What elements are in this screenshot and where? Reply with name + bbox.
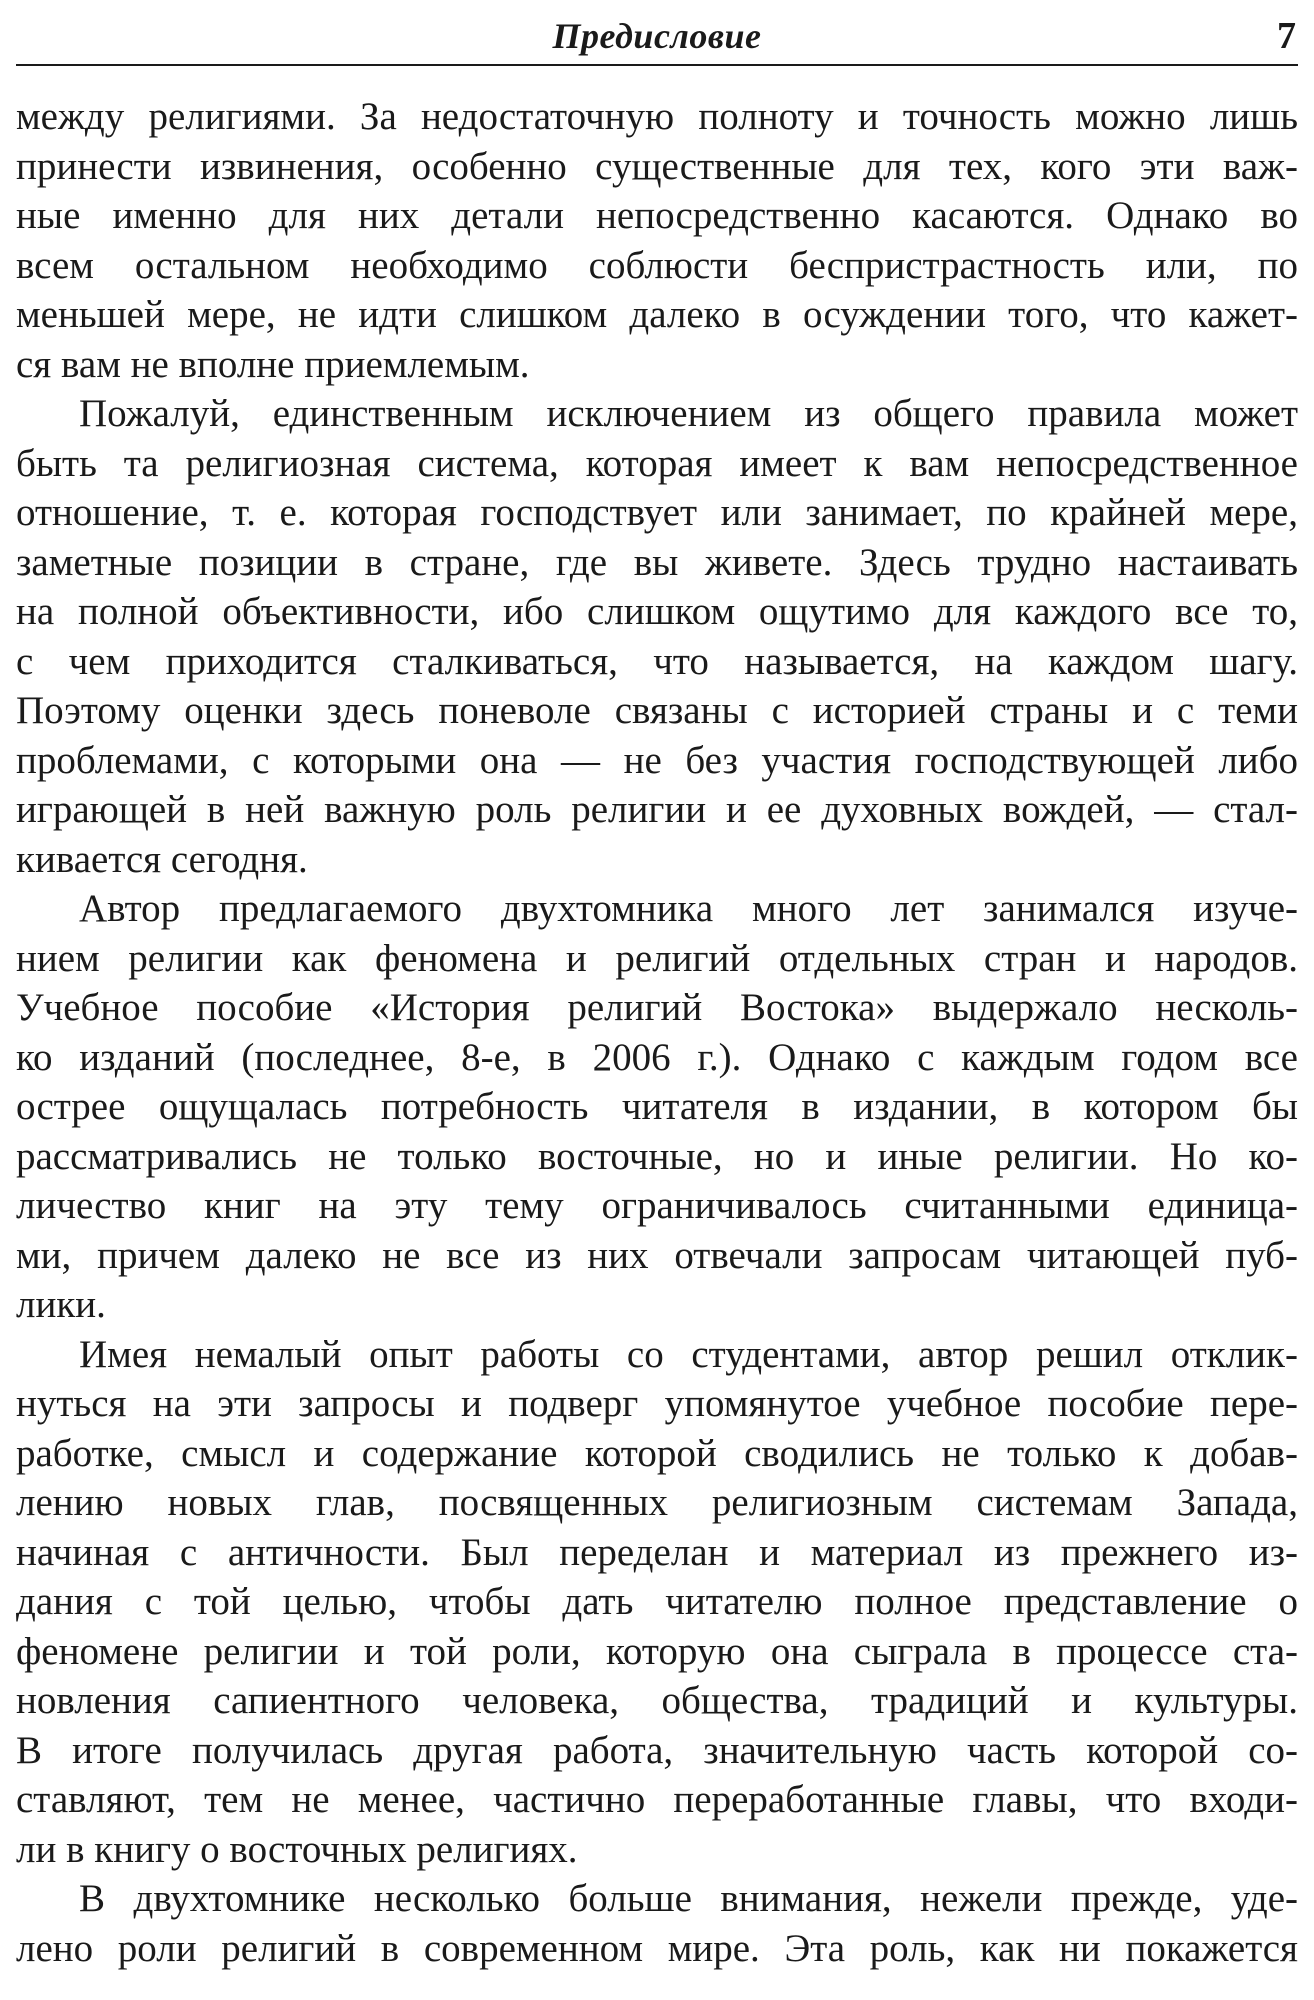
text-line: ли в книгу о восточных религиях.: [16, 1827, 578, 1871]
text-line: ся вам не вполне приемлемым.: [16, 342, 530, 386]
text-line: всем остальном необходимо соблюсти беспристрастность или, по: [16, 243, 1298, 287]
text-line: лению новых глав, посвященных религиозным системам Запада,: [16, 1481, 1298, 1524]
paragraph: [16, 1874, 1298, 1973]
text-line: ми, причем далеко не все из них отвечали запросам читающей пуб-: [16, 1233, 1298, 1277]
paragraph: [16, 92, 1298, 389]
text-line: феномене религии и той роли, которую она сыграла в процессе ста-: [16, 1629, 1298, 1673]
text-line: нием религии как феномена и религий отдельных стран и народов.: [16, 936, 1298, 980]
book-page: [16, 0, 1298, 2000]
text-line: с чем приходится сталкиваться, что называется, на каждом шагу.: [16, 639, 1298, 683]
text-line: Имея немалый опыт работы со студентами, автор решил отклик-: [79, 1332, 1298, 1376]
body-text: [16, 92, 1298, 1973]
text-line: рассматривались не только восточные, но и иные религии. Но ко-: [16, 1134, 1298, 1178]
text-line: дания с той целью, чтобы дать читателю полное представление о: [16, 1580, 1298, 1623]
text-line: работке, смысл и содержание которой сводились не только к добав-: [16, 1431, 1298, 1475]
text-line: новления сапиентного человека, общества, традиций и культуры.: [16, 1679, 1298, 1722]
text-line: Автор предлагаемого двухтомника много лет занимался изуче-: [79, 887, 1298, 930]
text-line: играющей в ней важную роль религии и ее духовных вождей, — стал-: [16, 788, 1298, 831]
text-line: принести извинения, особенно существенные для тех, кого эти важ-: [16, 144, 1298, 188]
text-line: лено роли религий в современном мире. Эта роль, как ни покажется: [16, 1926, 1298, 1970]
text-line: Учебное пособие «История религий Востока» выдержало несколь-: [16, 986, 1298, 1029]
text-line: кивается сегодня.: [16, 837, 308, 881]
text-line: ко изданий (последнее, 8-е, в 2006 г.). Однако с каждым годом все: [16, 1035, 1298, 1079]
text-line: заметные позиции в стране, где вы живете. Здесь трудно настаивать: [16, 540, 1298, 584]
text-line: начиная с античности. Был переделан и материал из прежнего из-: [16, 1530, 1298, 1574]
text-line: нуться на эти запросы и подверг упомянутое учебное пособие пере-: [16, 1382, 1298, 1425]
text-line: проблемами, с которыми она — не без участия господствующей либо: [16, 738, 1298, 782]
text-line: между религиями. За недостаточную полноту и точность можно лишь: [16, 95, 1298, 138]
text-line: Пожалуй, единственным исключением из общего правила может: [79, 392, 1298, 435]
text-line: быть та религиозная система, которая имеет к вам непосредственное: [16, 441, 1298, 485]
text-line: личество книг на эту тему ограничивалось считанными единица-: [16, 1184, 1298, 1227]
page-number: 7: [1277, 15, 1296, 57]
text-line: ные именно для них детали непосредственно касаются. Однако во: [16, 194, 1298, 237]
text-line: В итоге получилась другая работа, значительную часть которой со-: [16, 1728, 1298, 1772]
text-line: В двухтомнике несколько больше внимания, нежели прежде, уде-: [79, 1877, 1298, 1920]
text-line: меньшей мере, не идти слишком далеко в осуждении того, что кажет-: [16, 293, 1298, 336]
text-line: отношение, т. е. которая господствует или занимает, по крайней мере,: [16, 491, 1298, 534]
text-line: острее ощущалась потребность читателя в издании, в котором бы: [16, 1085, 1298, 1128]
text-line: Поэтому оценки здесь поневоле связаны с историей страны и с теми: [16, 689, 1298, 732]
paragraph: [16, 389, 1298, 884]
text-line: лики.: [16, 1283, 106, 1326]
paragraph: [16, 884, 1298, 1330]
running-header: [16, 0, 1298, 66]
text-line: на полной объективности, ибо слишком ощутимо для каждого все то,: [16, 590, 1298, 633]
running-header-title: Предисловие: [552, 16, 762, 56]
paragraph: [16, 1330, 1298, 1875]
text-line: ставляют, тем не менее, частично переработанные главы, что входи-: [16, 1778, 1298, 1821]
